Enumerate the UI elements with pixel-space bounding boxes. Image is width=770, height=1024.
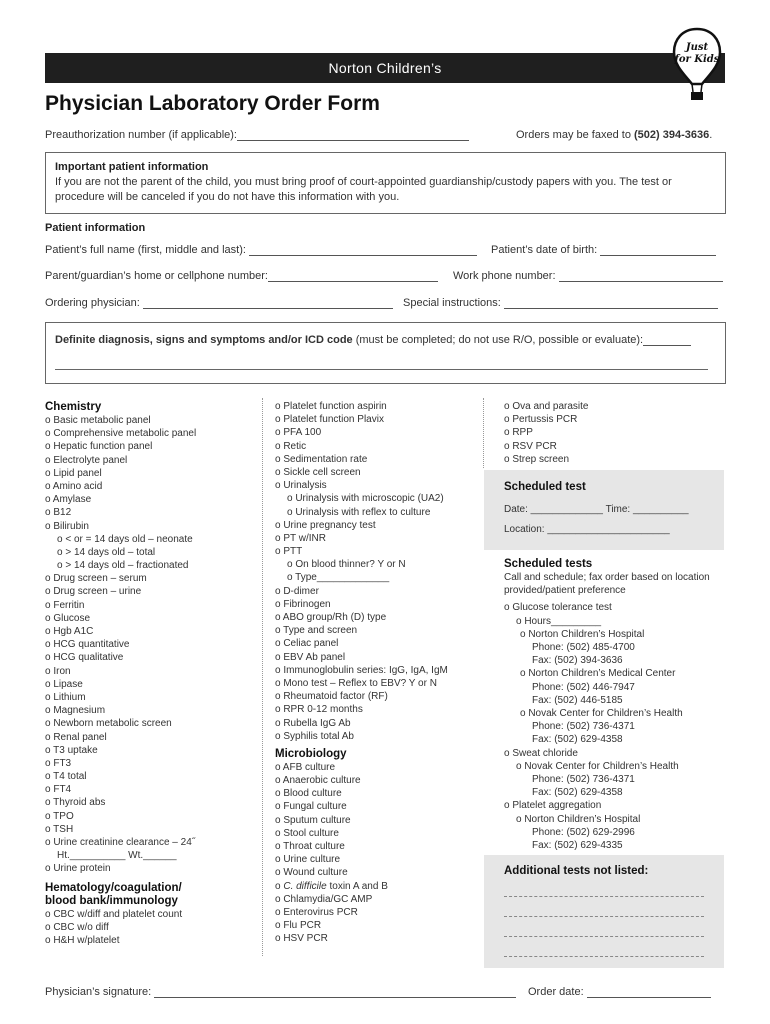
scheduled-tests-heading: Scheduled tests: [504, 558, 593, 570]
checkbox-item[interactable]: o Platelet aggregation: [504, 800, 602, 812]
checkbox-item[interactable]: o Lithium: [45, 691, 86, 703]
chemistry-list-2: [45, 572, 255, 849]
hematology-list-2: [275, 400, 480, 492]
full-name-row: Patient’s full name (first, middle and last):: [45, 244, 477, 256]
checkbox-item[interactable]: o Sputum culture: [275, 814, 351, 826]
chemistry-list-3: [45, 862, 255, 875]
checkbox-item[interactable]: o Drug screen – serum: [45, 573, 147, 585]
fax-number: (502) 394-3636: [634, 129, 710, 141]
checkbox-item[interactable]: o PFA 100: [275, 427, 322, 439]
scheduled-tests-desc: provided/patient preference: [504, 585, 626, 597]
checkbox-item[interactable]: o Urine culture: [275, 854, 341, 866]
checkbox-item[interactable]: o > 14 days old – total: [57, 546, 156, 558]
checkbox-item[interactable]: o Lipase: [45, 678, 83, 690]
checkbox-item[interactable]: o TPO: [45, 810, 74, 822]
special-row: Special instructions:: [403, 297, 718, 309]
microbiology-list: [275, 761, 480, 880]
creatinine-sub-field[interactable]: Ht.__________ Wt.______: [57, 850, 177, 862]
order-date-field[interactable]: [587, 986, 711, 998]
checkbox-item[interactable]: o CBC w/o diff: [45, 921, 109, 933]
checkbox-item[interactable]: o Sickle cell screen: [275, 466, 361, 478]
important-title: Important patient information: [55, 161, 209, 173]
checkbox-item[interactable]: o Throat culture: [275, 841, 345, 852]
checkbox-item[interactable]: o C. difficile toxin A and B: [275, 880, 388, 892]
work-phone-field[interactable]: [559, 270, 723, 282]
checkbox-item[interactable]: o Fungal culture: [275, 801, 347, 813]
checkbox-item[interactable]: o RSV PCR: [504, 440, 557, 452]
microbiology-heading: Microbiology: [275, 747, 347, 760]
checkbox-item[interactable]: o Retic: [275, 440, 307, 452]
checkbox-item[interactable]: o PT w/INR: [275, 532, 326, 544]
home-phone-row: Parent/guardian’s home or cellphone number:: [45, 270, 438, 282]
checkbox-item[interactable]: o Platelet function Plavix: [275, 414, 384, 426]
full-name-field[interactable]: [249, 244, 477, 256]
column-1: [45, 401, 255, 947]
checkbox-item[interactable]: o EBV Ab panel: [275, 651, 346, 663]
checkbox-item[interactable]: o Urinalysis: [275, 480, 327, 492]
checkbox-item[interactable]: o Urine pregnancy test: [275, 519, 376, 531]
checkbox-item[interactable]: o Stool culture: [275, 827, 339, 839]
scheduled-test-date[interactable]: Date: _____________ Time: __________: [504, 504, 689, 515]
scheduled-test-heading: Scheduled test: [504, 481, 586, 493]
checkbox-item[interactable]: o HSV PCR: [275, 933, 328, 945]
important-info-box: [45, 152, 726, 214]
checkbox-item[interactable]: o Rheumatoid factor (RF): [275, 691, 388, 703]
diagnosis-field-2[interactable]: [55, 369, 708, 370]
dob-row: Patient’s date of birth:: [491, 244, 716, 256]
checkbox-item[interactable]: o Amylase: [45, 494, 92, 506]
checkbox-item[interactable]: o Thyroid abs: [45, 797, 106, 809]
diagnosis-box: [45, 322, 726, 384]
checkbox-item[interactable]: o < or = 14 days old – neonate: [57, 533, 193, 545]
work-phone-row: Work phone number:: [453, 270, 723, 282]
hematology-list: [45, 908, 255, 948]
site-phone: Phone: (502) 446-7947: [532, 681, 635, 693]
additional-tests-box: [484, 855, 724, 968]
checkbox-item[interactable]: o Urine creatinine clearance – 24˝: [45, 837, 196, 848]
preauth-label: Preauthorization number (if applicable):: [45, 129, 237, 141]
checkbox-item[interactable]: o B12: [45, 507, 72, 519]
checkbox-item[interactable]: o AFB culture: [275, 761, 336, 773]
scheduled-test-box: [484, 470, 724, 550]
checkbox-item[interactable]: o Lipid panel: [45, 467, 102, 479]
additional-test-line[interactable]: [504, 915, 704, 917]
checkbox-item[interactable]: o Wound culture: [275, 867, 348, 879]
site-fax: Fax: (502) 394-3636: [532, 655, 623, 667]
checkbox-item[interactable]: o Mono test – Reflex to EBV? Y or N: [275, 677, 437, 689]
scheduled-tests-desc: Call and schedule; fax order based on location: [504, 572, 710, 583]
checkbox-item[interactable]: o Norton Children’s Medical Center: [520, 668, 676, 680]
brand-banner: Norton Children’s: [45, 53, 725, 83]
checkbox-item[interactable]: o Urinalysis with microscopic (UA2): [287, 493, 444, 505]
special-field[interactable]: [504, 297, 718, 309]
chemistry-heading: Chemistry: [45, 401, 102, 413]
checkbox-item[interactable]: o Magnesium: [45, 705, 106, 717]
additional-tests-heading: Additional tests not listed:: [504, 865, 649, 877]
home-phone-field[interactable]: [268, 270, 438, 282]
important-line-2: procedure will be canceled if you do not have this information with you.: [55, 191, 400, 203]
diagnosis-label: Definite diagnosis, signs and symptoms and/or ICD code (must be completed; do not use R/O, possible or evaluate):: [55, 334, 691, 346]
signature-field[interactable]: [154, 986, 516, 998]
checkbox-item[interactable]: o Renal panel: [45, 731, 107, 743]
site-phone: Phone: (502) 485-4700: [532, 642, 635, 654]
checkbox-item[interactable]: o T4 total: [45, 771, 87, 783]
checkbox-item[interactable]: o Hours_________: [516, 615, 602, 627]
physician-field[interactable]: [143, 297, 393, 309]
checkbox-item[interactable]: o On blood thinner? Y or N: [287, 559, 406, 571]
svg-text:for Kids: for Kids: [674, 54, 720, 65]
checkbox-item[interactable]: o Iron: [45, 665, 71, 677]
checkbox-item[interactable]: o Rubella IgG Ab: [275, 717, 351, 729]
checkbox-item[interactable]: o Flu PCR: [275, 920, 322, 932]
checkbox-item[interactable]: o HCG qualitative: [45, 652, 124, 664]
checkbox-item[interactable]: o ABO group/Rh (D) type: [275, 612, 387, 623]
checkbox-item[interactable]: o H&H w/platelet: [45, 934, 120, 946]
form-title: Physician Laboratory Order Form: [45, 92, 380, 115]
checkbox-item[interactable]: o FT4: [45, 784, 72, 796]
checkbox-item[interactable]: o Bilirubin: [45, 520, 89, 532]
scheduled-tests-section: [504, 558, 724, 852]
checkbox-item[interactable]: o RPP: [504, 427, 533, 439]
column-divider: [483, 398, 484, 468]
checkbox-item[interactable]: o Electrolyte panel: [45, 454, 128, 466]
checkbox-item[interactable]: o Newborn metabolic screen: [45, 718, 172, 730]
additional-test-line[interactable]: [504, 895, 704, 897]
checkbox-item[interactable]: o T3 uptake: [45, 744, 98, 756]
checkbox-item[interactable]: o Basic metabolic panel: [45, 415, 151, 426]
glucose-sites-list: [504, 628, 724, 747]
checkbox-item[interactable]: o Glucose: [45, 612, 91, 624]
checkbox-item[interactable]: o Syphilis total Ab: [275, 730, 354, 742]
checkbox-item[interactable]: o Norton Children’s Hospital: [520, 628, 645, 640]
checkbox-item[interactable]: o CBC w/diff and platelet count: [45, 908, 183, 920]
microbiology-list-2: [275, 893, 480, 946]
checkbox-item[interactable]: o Strep screen: [504, 453, 570, 465]
column-3: [504, 400, 724, 466]
site-fax: Fax: (502) 446-5185: [532, 694, 623, 706]
bilirubin-sub-list: [45, 533, 255, 573]
important-line-1: If you are not the parent of the child, you must bring proof of court-appointed guardianship/custody papers with you. The test or: [55, 176, 672, 188]
checkbox-item[interactable]: o Hgb A1C: [45, 626, 94, 637]
scheduled-test-location[interactable]: Location: ______________________: [504, 524, 670, 535]
hot-air-balloon-logo: [672, 26, 722, 104]
checkbox-item[interactable]: o TSH: [45, 823, 74, 835]
checkbox-item[interactable]: o Drug screen – urine: [45, 586, 142, 598]
hematology-list-4: [275, 585, 480, 743]
checkbox-item[interactable]: o Type and screen: [275, 625, 358, 637]
patient-info-heading: Patient information: [45, 222, 146, 234]
microbiology-list-3: [504, 400, 724, 466]
svg-text:Just: Just: [685, 42, 709, 53]
checkbox-item[interactable]: o Blood culture: [275, 788, 342, 800]
site-phone: Phone: (502) 736-4371: [532, 721, 635, 733]
checkbox-item[interactable]: o Urine protein: [45, 863, 111, 875]
checkbox-item[interactable]: o Enterovirus PCR: [275, 906, 358, 918]
checkbox-item[interactable]: o Anaerobic culture: [275, 775, 361, 787]
checkbox-item[interactable]: o Pertussis PCR: [504, 414, 578, 426]
ptt-sub-list: [275, 558, 480, 584]
checkbox-item[interactable]: o RPR 0-12 months: [275, 704, 363, 716]
hematology-list-3: [275, 519, 480, 559]
checkbox-item[interactable]: o Ferritin: [45, 599, 85, 611]
checkbox-item[interactable]: o Comprehensive metabolic panel: [45, 428, 197, 440]
chemistry-list: [45, 414, 255, 533]
checkbox-item[interactable]: o Amino acid: [45, 480, 103, 492]
column-divider: [262, 398, 263, 956]
additional-test-line[interactable]: [504, 935, 704, 937]
checkbox-item[interactable]: o Celiac panel: [275, 638, 339, 650]
site-phone: Phone: (502) 629-2996: [532, 826, 635, 838]
checkbox-item[interactable]: o Type_____________: [287, 572, 390, 584]
preauth-field[interactable]: [237, 129, 469, 141]
site-phone: Phone: (502) 736-4371: [532, 774, 635, 786]
checkbox-item[interactable]: o Immunoglobulin series: IgG, IgA, IgM: [275, 664, 448, 676]
order-date-row: Order date:: [528, 986, 711, 998]
fax-note: Orders may be faxed to (502) 394-3636.: [516, 129, 713, 141]
checkbox-item[interactable]: o Novak Center for Children’s Health: [516, 760, 679, 772]
checkbox-item[interactable]: o Hepatic function panel: [45, 441, 153, 453]
physician-row: Ordering physician:: [45, 297, 393, 309]
urinalysis-sub-list: [275, 492, 480, 518]
checkbox-item[interactable]: o Glucose tolerance test: [504, 602, 612, 614]
checkbox-item[interactable]: o Platelet function aspirin: [275, 401, 387, 412]
checkbox-item[interactable]: o Chlamydia/GC AMP: [275, 893, 373, 905]
site-fax: Fax: (502) 629-4358: [532, 734, 623, 746]
checkbox-item[interactable]: o Urinalysis with reflex to culture: [287, 506, 431, 518]
signature-row: Physician’s signature:: [45, 986, 516, 998]
column-2: [275, 400, 480, 946]
checkbox-item[interactable]: o Fibrinogen: [275, 598, 331, 610]
diagnosis-field-1[interactable]: [643, 334, 691, 346]
checkbox-item[interactable]: o Sweat chloride: [504, 747, 578, 759]
checkbox-item[interactable]: o Sedimentation rate: [275, 453, 368, 465]
checkbox-item[interactable]: o D-dimer: [275, 585, 319, 597]
checkbox-item[interactable]: o PTT: [275, 546, 303, 558]
checkbox-item[interactable]: o HCG quantitative: [45, 639, 130, 651]
checkbox-item[interactable]: o Novak Center for Children’s Health: [520, 708, 683, 720]
site-fax: Fax: (502) 629-4335: [532, 840, 623, 852]
checkbox-item[interactable]: o FT3: [45, 757, 72, 769]
checkbox-item[interactable]: o Norton Children’s Hospital: [516, 813, 641, 825]
checkbox-item[interactable]: o > 14 days old – fractionated: [57, 560, 189, 572]
checkbox-item[interactable]: o Ova and parasite: [504, 401, 589, 412]
hematology-heading: Hematology/coagulation/ blood bank/immunology: [45, 881, 182, 907]
site-fax: Fax: (502) 629-4358: [532, 787, 623, 799]
preauth-row: [45, 129, 469, 141]
dob-field[interactable]: [600, 244, 716, 256]
additional-test-line[interactable]: [504, 955, 704, 957]
